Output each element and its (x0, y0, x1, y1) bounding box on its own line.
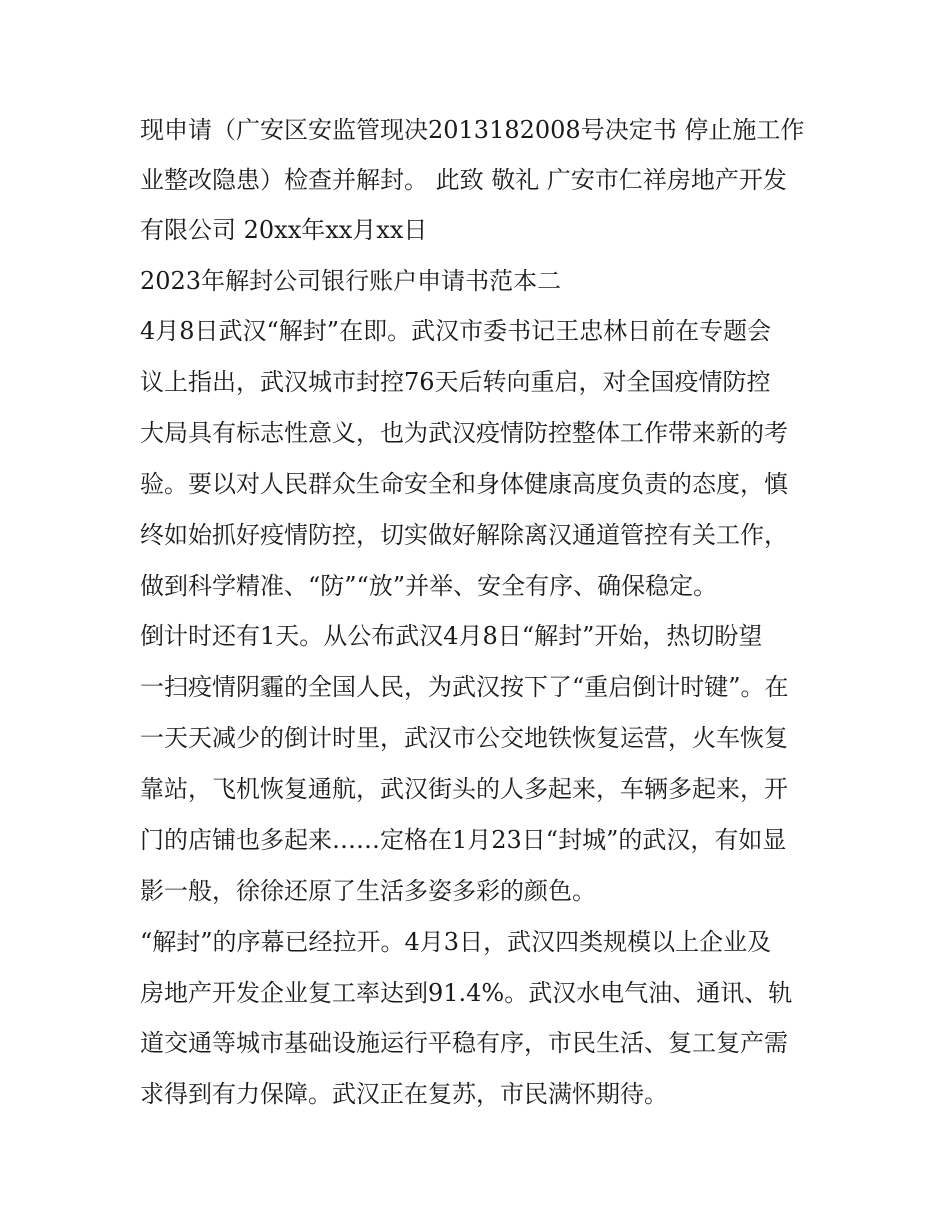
text-line: 做到科学精准、“防”“放”并举、安全有序、确保稳定。 (140, 572, 718, 600)
text-line: “解封”的序幕已经拉开。4月3日，武汉四类规模以上企业及 (140, 928, 772, 956)
text-line: 道交通等城市基础设施运行平稳有序，市民生活、复工复产需 (140, 1029, 788, 1057)
text-line: 靠站，飞机恢复通航，武汉街头的人多起来，车辆多起来，开 (140, 775, 788, 803)
section-heading: 2023年解封公司银行账户申请书范本二 (140, 267, 562, 295)
text-line: 求得到有力保障。武汉正在复苏，市民满怀期待。 (140, 1080, 668, 1108)
text-line: 4月8日武汉“解封”在即。武汉市委书记王忠林日前在专题会 (140, 317, 772, 345)
text-line: 业整改隐患）检查并解封。 此致 敬礼 广安市仁祥房地产开发 (140, 166, 787, 194)
text-line: 终如始抓好疫情防控，切实做好解除离汉通道管控有关工作， (140, 521, 788, 549)
text-line: 验。要以对人民群众生命安全和身体健康高度负责的态度，慎 (140, 470, 788, 498)
text-line: 倒计时还有1天。从公布武汉4月8日“解封”开始，热切盼望 (140, 622, 763, 650)
text-line: 门的店铺也多起来……定格在1月23日“封城”的武汉，有如显 (140, 826, 787, 854)
text-line: 议上指出，武汉城市封控76天后转向重启，对全国疫情防控 (140, 368, 771, 396)
text-line: 一扫疫情阴霾的全国人民，为武汉按下了“重启倒计时键”。在 (140, 673, 789, 701)
text-line: 有限公司 20xx年xx月xx日 (140, 216, 428, 244)
text-line: 一天天减少的倒计时里，武汉市公交地铁恢复运营，火车恢复 (140, 724, 788, 752)
text-line: 房地产开发企业复工率达到91.4%。武汉水电气油、通讯、轨 (140, 979, 793, 1007)
text-line: 影一般，徐徐还原了生活多姿多彩的颜色。 (140, 877, 596, 905)
text-line: 大局具有标志性意义，也为武汉疫情防控整体工作带来新的考 (140, 419, 788, 447)
text-line: 现申请（广安区安监管现决2013182008号决定书 停止施工作 (140, 116, 805, 144)
